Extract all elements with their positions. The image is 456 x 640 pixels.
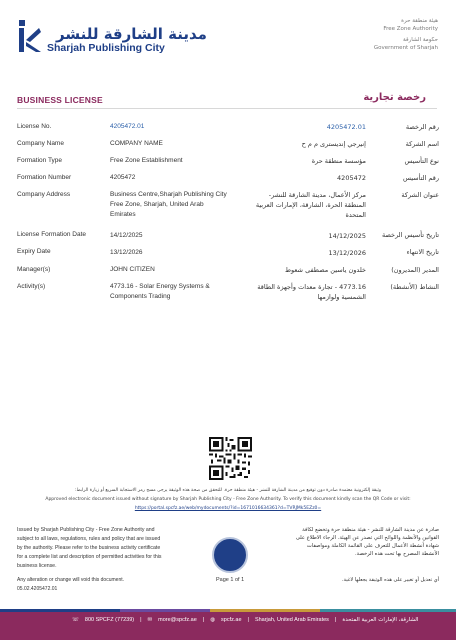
formation-number-value: 4205472: [110, 174, 136, 181]
company-name-value-ar: إنيرجي إنديسترى م م ح: [301, 140, 366, 148]
spc-logo-mark: [17, 20, 43, 54]
company-name-label: Company Name: [17, 140, 64, 147]
expiry-date-label: Expiry Date: [17, 248, 51, 255]
header-authority-ar: هيئة منطقة حرة: [401, 18, 438, 24]
footer-phone[interactable]: 800 SPCFZ (77239): [84, 617, 135, 623]
managers-label: Manager(s): [17, 266, 51, 273]
email-icon: ✉: [147, 617, 153, 623]
footer-contacts: [72, 617, 418, 623]
license-formation-date-value: 14/12/2025: [110, 232, 143, 239]
activities-label: Activity(s): [17, 283, 46, 290]
company-address-label: Company Address: [17, 191, 71, 198]
managers-value: JOHN CITIZEN: [110, 266, 155, 273]
logo-english: Sharjah Publishing City: [47, 42, 165, 54]
title-divider: [17, 108, 437, 109]
notice-ar: صادرة عن مدينة الشارقة للنشر - هيئة منطقة حرة وتخضع لكافة القوانين والأنظمة واللوائح التي تصدر عن الهيئة. الرجاء الاطلاع على شهادة أنشطة الأعمال للتعرف على القائمة الكاملة ومواصفات الأنشطة المصرح بها تحت هذه الرخصة.: [295, 527, 439, 557]
company-address-value: Business Centre,Sharjah Publishing City Free Zone, Sharjah, United Arab Emirates: [110, 191, 227, 218]
verification-text-en: Approved electronic document issued without signature by Sharjah Publishing City - Free Zone Authority. To verify this document kindly scan the QR Code or visit:: [45, 497, 411, 502]
footer-color-strip: [0, 609, 456, 612]
logo-arabic: مدينة الشارقة للنشر: [56, 25, 207, 43]
company-name-label-ar: اسم الشركة: [405, 140, 439, 148]
license-formation-date-label: License Formation Date: [17, 231, 87, 238]
activities-value-ar: 4773.16 - تجارة معدات وأجهزة الطاقة الشمسية ولوازمها: [257, 283, 366, 301]
license-no-value: 4205472.01: [110, 123, 145, 130]
page-title-en: BUSINESS LICENSE: [17, 95, 103, 105]
license-no-value-ar: 4205472.01: [326, 123, 366, 131]
header-government-en: Government of Sharjah: [373, 45, 438, 51]
managers-value-ar: خلدون ياسين مصطفى شعوط: [285, 266, 366, 274]
expiry-date-value: 13/12/2026: [110, 249, 143, 256]
footer-separator: |: [202, 617, 205, 623]
notice-en: Issued by Sharjah Publishing City - Free Zone Authority and subject to all laws, regulations, rules and policy that are issued by the authority. Please refer to the business activity certificate for a complete list and description of permitted activities for this business license.: [17, 527, 162, 569]
activities-label-ar: النشاط (الأنشطة): [390, 283, 439, 291]
footer-email[interactable]: more@spcfz.ae: [158, 617, 197, 623]
expiry-date-value-ar: 13/12/2026: [328, 249, 366, 257]
footer-location-en: Sharjah, United Arab Emirates: [254, 617, 329, 623]
alteration-note-ar: أي تعديل أو تغيير على هذه الوثيقة يجعلها لاغية.: [341, 577, 439, 583]
formation-type-value: Free Zone Establishment: [110, 157, 183, 164]
license-formation-date-value-ar: 14/12/2025: [328, 232, 366, 240]
company-address-value-ar: مركز الأعمال، مدينة الشارقة للنشر- المنطقة الحرة، الشارقة، الإمارات العربية المتحدة: [255, 191, 366, 219]
footer-separator: |: [334, 617, 337, 623]
formation-type-label: Formation Type: [17, 157, 63, 164]
activities-value: 4773.16 - Solar Energy Systems & Components Trading: [110, 283, 210, 300]
verification-text-ar: وثيقة إلكترونية معتمدة صادرة دون توقيع من مدينة الشارقة للنشر - هيئة منطقة حرة. للتحقق من صحة هذه الوثيقة يرجى مسح رمز الاستجابة السريع أو زيارة الرابط:: [74, 488, 382, 493]
phone-icon: ☏: [72, 617, 79, 623]
page-title-ar: رخصة تجارية: [363, 92, 426, 103]
license-formation-date-label-ar: تاريخ تأسيس الرخصة: [381, 231, 439, 239]
formation-number-label: Formation Number: [17, 174, 72, 181]
expiry-date-label-ar: تاريخ الانتهاء: [406, 248, 439, 256]
formation-type-value-ar: مؤسسة منطقة حرة: [311, 157, 366, 165]
company-address-label-ar: عنوان الشركة: [401, 191, 439, 199]
footer-web[interactable]: spcfz.ae: [221, 617, 242, 623]
company-name-value: COMPANY NAME: [110, 140, 163, 147]
footer-separator: |: [140, 617, 142, 623]
web-icon: ◍: [210, 617, 216, 623]
managers-label-ar: المدير (المديرون): [391, 266, 439, 274]
header-government-ar: حكومة الشارقة: [403, 37, 438, 43]
alteration-note-en: Any alteration or change will void this document.: [17, 577, 125, 583]
footer-separator: |: [247, 617, 249, 623]
license-no-label: License No.: [17, 123, 52, 130]
verification-link[interactable]: https://portal.spcfz.ae/web/mydocuments/?id=1671016634361?d=TVRJMk5EZz0=: [134, 506, 322, 511]
license-no-label-ar: رقم الرخصة: [405, 123, 439, 131]
page-indicator: Page 1 of 1: [216, 577, 245, 583]
footer-location-ar: الشارقة، الإمارات العربية المتحدة: [342, 617, 419, 623]
footer-bar: [0, 609, 456, 640]
formation-type-label-ar: نوع التأسيس: [404, 157, 439, 165]
formation-number-label-ar: رقم التأسيس: [402, 174, 439, 182]
qr-code[interactable]: [209, 437, 252, 480]
official-seal: [212, 537, 248, 573]
header-authority-en: Free Zone Authority: [383, 26, 438, 32]
document-number: 05.02.4205472.01: [17, 586, 58, 592]
formation-number-value-ar: 4205472: [337, 174, 366, 182]
